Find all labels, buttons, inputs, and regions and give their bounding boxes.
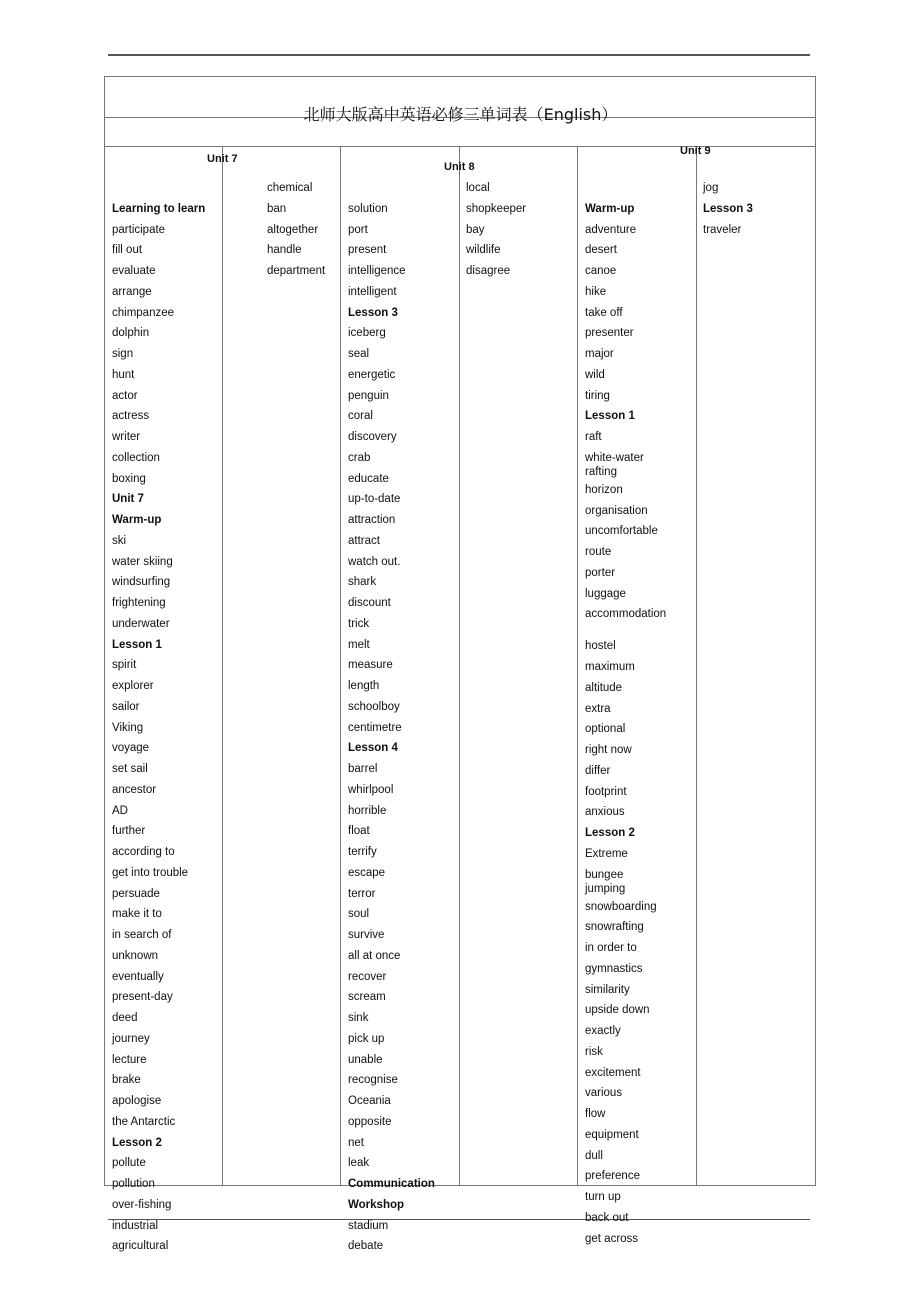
unit7-word-column-1	[112, 181, 205, 1260]
vocabulary-word: adventure	[585, 223, 637, 236]
vocabulary-word: recover	[348, 970, 387, 983]
vocabulary-word: accommodation	[585, 608, 667, 621]
vocabulary-word: snowrafting	[585, 921, 644, 934]
vocabulary-word: bungee jumping	[585, 868, 626, 895]
vocabulary-word: jog	[703, 182, 719, 194]
vocabulary-word: Viking	[112, 721, 144, 734]
table-border-left	[104, 76, 105, 1186]
unit9-word-column-2	[703, 181, 753, 243]
vocabulary-word: present-day	[112, 991, 173, 1004]
vocabulary-word: up-to-date	[348, 493, 401, 506]
vocabulary-word: altogether	[267, 223, 319, 236]
vocabulary-word: length	[348, 680, 380, 692]
vocabulary-word: back out	[585, 1211, 629, 1224]
vocabulary-word: pollution	[112, 1178, 155, 1190]
vocabulary-word: industrial	[112, 1219, 159, 1232]
section-heading: Lesson 3	[348, 306, 398, 319]
vocabulary-word: attraction	[348, 514, 396, 526]
vocabulary-word: sink	[348, 1012, 369, 1024]
vocabulary-word: deed	[112, 1012, 138, 1024]
vocabulary-word: frightening	[112, 597, 166, 609]
vocabulary-word: horrible	[348, 804, 387, 817]
vocabulary-word: eventually	[112, 970, 164, 983]
vocabulary-word: actor	[112, 389, 138, 402]
vocabulary-word: float	[348, 825, 370, 838]
vocabulary-word: attract	[348, 534, 380, 547]
vocabulary-word: white-water rafting	[585, 451, 644, 478]
vocabulary-word: Extreme	[585, 847, 628, 860]
unit8-word-column-1	[348, 181, 435, 1260]
vocabulary-word: fill out	[112, 244, 143, 257]
vocabulary-word: all at once	[348, 949, 401, 962]
vocabulary-word: evaluate	[112, 265, 156, 277]
vocabulary-word: watch out.	[348, 555, 401, 568]
table-border-bottom	[104, 1185, 816, 1186]
vocabulary-word: the Antarctic	[112, 1115, 176, 1128]
vocabulary-word: desert	[585, 244, 617, 257]
top-rule	[108, 54, 810, 56]
section-heading: Learning to learn	[112, 202, 206, 215]
vocabulary-word: trick	[348, 617, 370, 630]
vocabulary-word: over-fishing	[112, 1198, 172, 1211]
vocabulary-word: present	[348, 244, 387, 257]
vocabulary-word: in order to	[585, 942, 637, 954]
vocabulary-word: iceberg	[348, 327, 386, 340]
vocabulary-word	[112, 181, 205, 202]
vocabulary-word: set sail	[112, 763, 148, 775]
vocabulary-word: journey	[112, 1032, 150, 1045]
vocabulary-word: ski	[112, 534, 127, 547]
vocabulary-word: sailor	[112, 700, 140, 713]
unit7-split	[222, 146, 223, 1186]
vocabulary-word: exactly	[585, 1025, 621, 1037]
vocabulary-word: hostel	[585, 640, 616, 653]
vocabulary-word: survive	[348, 929, 385, 941]
vocabulary-word: upside down	[585, 1004, 650, 1017]
table-border-right	[815, 76, 816, 1186]
vocabulary-word	[585, 181, 663, 202]
vocabulary-word: local	[466, 182, 490, 194]
vocabulary-word: writer	[112, 431, 141, 443]
vocabulary-word: right now	[585, 744, 632, 756]
vocabulary-word: lecture	[112, 1053, 147, 1066]
vocabulary-word: hunt	[112, 368, 135, 381]
vocabulary-word: flow	[585, 1108, 606, 1120]
vocabulary-word: crab	[348, 451, 371, 464]
vocabulary-word: persuade	[112, 887, 160, 900]
vocabulary-word: porter	[585, 566, 616, 579]
vocabulary-word: unable	[348, 1053, 383, 1066]
unit9-word-column-1	[585, 181, 667, 1252]
vocabulary-word: gymnastics	[585, 962, 643, 975]
vocabulary-word: pollute	[112, 1157, 146, 1170]
vocabulary-word: uncomfortable	[585, 525, 658, 538]
unit7-unit8-divider	[340, 146, 341, 1186]
vocabulary-word: take off	[585, 306, 623, 319]
vocabulary-word: whirlpool	[348, 783, 394, 796]
vocabulary-word: penguin	[348, 389, 389, 402]
vocabulary-word: actress	[112, 410, 150, 423]
vocabulary-word: underwater	[112, 617, 170, 630]
vocabulary-word: canoe	[585, 265, 617, 277]
vocabulary-word: luggage	[585, 587, 626, 600]
section-heading: Lesson 4	[348, 742, 398, 755]
vocabulary-word: net	[348, 1136, 364, 1149]
vocabulary-word: collection	[112, 451, 160, 464]
table-border-top	[104, 76, 816, 77]
vocabulary-word: energetic	[348, 368, 396, 381]
vocabulary-word: shark	[348, 576, 377, 589]
vocabulary-word: disagree	[466, 265, 511, 277]
section-heading: Warm-up	[112, 514, 162, 526]
vocabulary-word: Oceania	[348, 1095, 391, 1107]
vocabulary-word: similarity	[585, 983, 630, 996]
vocabulary-word: sign	[112, 348, 134, 360]
vocabulary-word: seal	[348, 348, 370, 360]
vocabulary-word: dull	[585, 1149, 603, 1162]
vocabulary-word: stadium	[348, 1219, 389, 1232]
vocabulary-word: explorer	[112, 680, 154, 692]
vocabulary-word: ancestor	[112, 783, 157, 796]
vocabulary-word: windsurfing	[112, 576, 171, 589]
vocabulary-word: footprint	[585, 785, 627, 798]
unit8-split	[459, 146, 460, 1186]
vocabulary-word: educate	[348, 472, 389, 485]
vocabulary-word: horizon	[585, 483, 623, 496]
section-heading: Lesson 1	[585, 410, 635, 423]
vocabulary-word: voyage	[112, 742, 150, 755]
vocabulary-word: bay	[466, 223, 485, 236]
vocabulary-word: further	[112, 825, 146, 838]
vocabulary-word: in search of	[112, 929, 172, 941]
vocabulary-word: extra	[585, 702, 611, 715]
section-heading: Lesson 1	[112, 638, 162, 651]
vocabulary-word: opposite	[348, 1115, 392, 1128]
vocabulary-word: altitude	[585, 681, 623, 694]
vocabulary-word: coral	[348, 410, 373, 423]
lower-rule	[108, 1219, 810, 1220]
vocabulary-word: get into trouble	[112, 866, 189, 879]
vocabulary-word: presenter	[585, 327, 634, 340]
vocabulary-word: escape	[348, 866, 386, 879]
section-heading: Warm-up	[585, 202, 635, 215]
vocabulary-word: brake	[112, 1074, 141, 1087]
vocabulary-word	[348, 181, 435, 202]
document-title: 北师大版高中英语必修三单词表（English）	[303, 105, 618, 124]
vocabulary-word: dolphin	[112, 327, 150, 340]
vocabulary-word: water skiing	[112, 555, 173, 568]
vocabulary-word: equipment	[585, 1128, 639, 1141]
vocabulary-word: solution	[348, 202, 388, 215]
vocabulary-word: excitement	[585, 1066, 641, 1079]
vocabulary-word: discovery	[348, 431, 397, 443]
vocabulary-word: unknown	[112, 949, 159, 962]
vocabulary-word: recognise	[348, 1074, 398, 1087]
vocabulary-word: port	[348, 223, 368, 236]
section-heading: Lesson 2	[585, 827, 635, 839]
vocabulary-word: measure	[348, 659, 393, 672]
vocabulary-word: turn up	[585, 1191, 621, 1203]
unit9-split	[696, 146, 697, 1186]
vocabulary-word: wildlife	[466, 244, 501, 257]
vocabulary-word: arrange	[112, 285, 152, 298]
vocabulary-word: various	[585, 1087, 623, 1100]
section-heading: Workshop	[348, 1198, 405, 1211]
vocabulary-word: pick up	[348, 1032, 385, 1045]
vocabulary-word: chimpanzee	[112, 306, 175, 319]
vocabulary-word: handle	[267, 244, 302, 257]
vocabulary-word: debate	[348, 1240, 384, 1253]
vocabulary-word: tiring	[585, 389, 610, 402]
vocabulary-word: anxious	[585, 806, 625, 819]
vocabulary-word: hike	[585, 285, 607, 298]
unit8-word-column-2	[466, 181, 526, 285]
vocabulary-word: according to	[112, 846, 175, 858]
unit8-heading: Unit 8	[444, 161, 475, 173]
vocabulary-word: preference	[585, 1170, 640, 1183]
vocabulary-word: leak	[348, 1157, 370, 1170]
vocabulary-word: route	[585, 546, 612, 558]
vocabulary-word: terrify	[348, 846, 377, 858]
vocabulary-word: organisation	[585, 504, 648, 517]
section-heading: Unit 7	[112, 493, 144, 506]
vocabulary-word: major	[585, 348, 614, 360]
vocabulary-word: scream	[348, 991, 386, 1004]
vocabulary-word: apologise	[112, 1095, 162, 1107]
unit7-word-column-2	[267, 181, 326, 296]
vocabulary-word: barrel	[348, 763, 378, 775]
vocabulary-word: participate	[112, 223, 166, 236]
unit7-heading: Unit 7	[207, 153, 238, 165]
vocabulary-word: spirit	[112, 659, 137, 672]
vocabulary-word: traveler	[703, 223, 742, 236]
section-heading: Lesson 3	[703, 202, 753, 215]
section-heading: Lesson 2	[112, 1136, 162, 1149]
vocabulary-word: AD	[112, 804, 128, 817]
vocabulary-word: agricultural	[112, 1240, 169, 1253]
vocabulary-word: snowboarding	[585, 900, 657, 913]
vocabulary-word: intelligent	[348, 285, 397, 298]
vocabulary-word: boxing	[112, 472, 146, 485]
unit8-unit9-divider	[577, 146, 578, 1186]
unit9-heading: Unit 9	[680, 145, 711, 157]
vocabulary-word: melt	[348, 638, 370, 651]
vocabulary-word: raft	[585, 431, 602, 443]
vocabulary-word: shopkeeper	[466, 202, 527, 215]
vocabulary-word: terror	[348, 887, 376, 900]
vocabulary-word: differ	[585, 764, 611, 777]
vocabulary-word: ban	[267, 202, 287, 215]
vocabulary-word: get across	[585, 1232, 639, 1245]
section-heading: Communication	[348, 1178, 435, 1190]
vocabulary-word: risk	[585, 1045, 603, 1058]
vocabulary-word: department	[267, 265, 326, 277]
vocabulary-word: chemical	[267, 182, 313, 194]
vocabulary-word: optional	[585, 723, 626, 736]
vocabulary-word: centimetre	[348, 721, 402, 734]
vocabulary-word: schoolboy	[348, 700, 400, 713]
vocabulary-word: soul	[348, 908, 370, 921]
vocabulary-word: maximum	[585, 661, 635, 673]
vocabulary-word: wild	[585, 368, 605, 381]
vocabulary-word: intelligence	[348, 265, 406, 277]
vocabulary-word: discount	[348, 597, 391, 609]
vocabulary-word: make it to	[112, 908, 162, 921]
